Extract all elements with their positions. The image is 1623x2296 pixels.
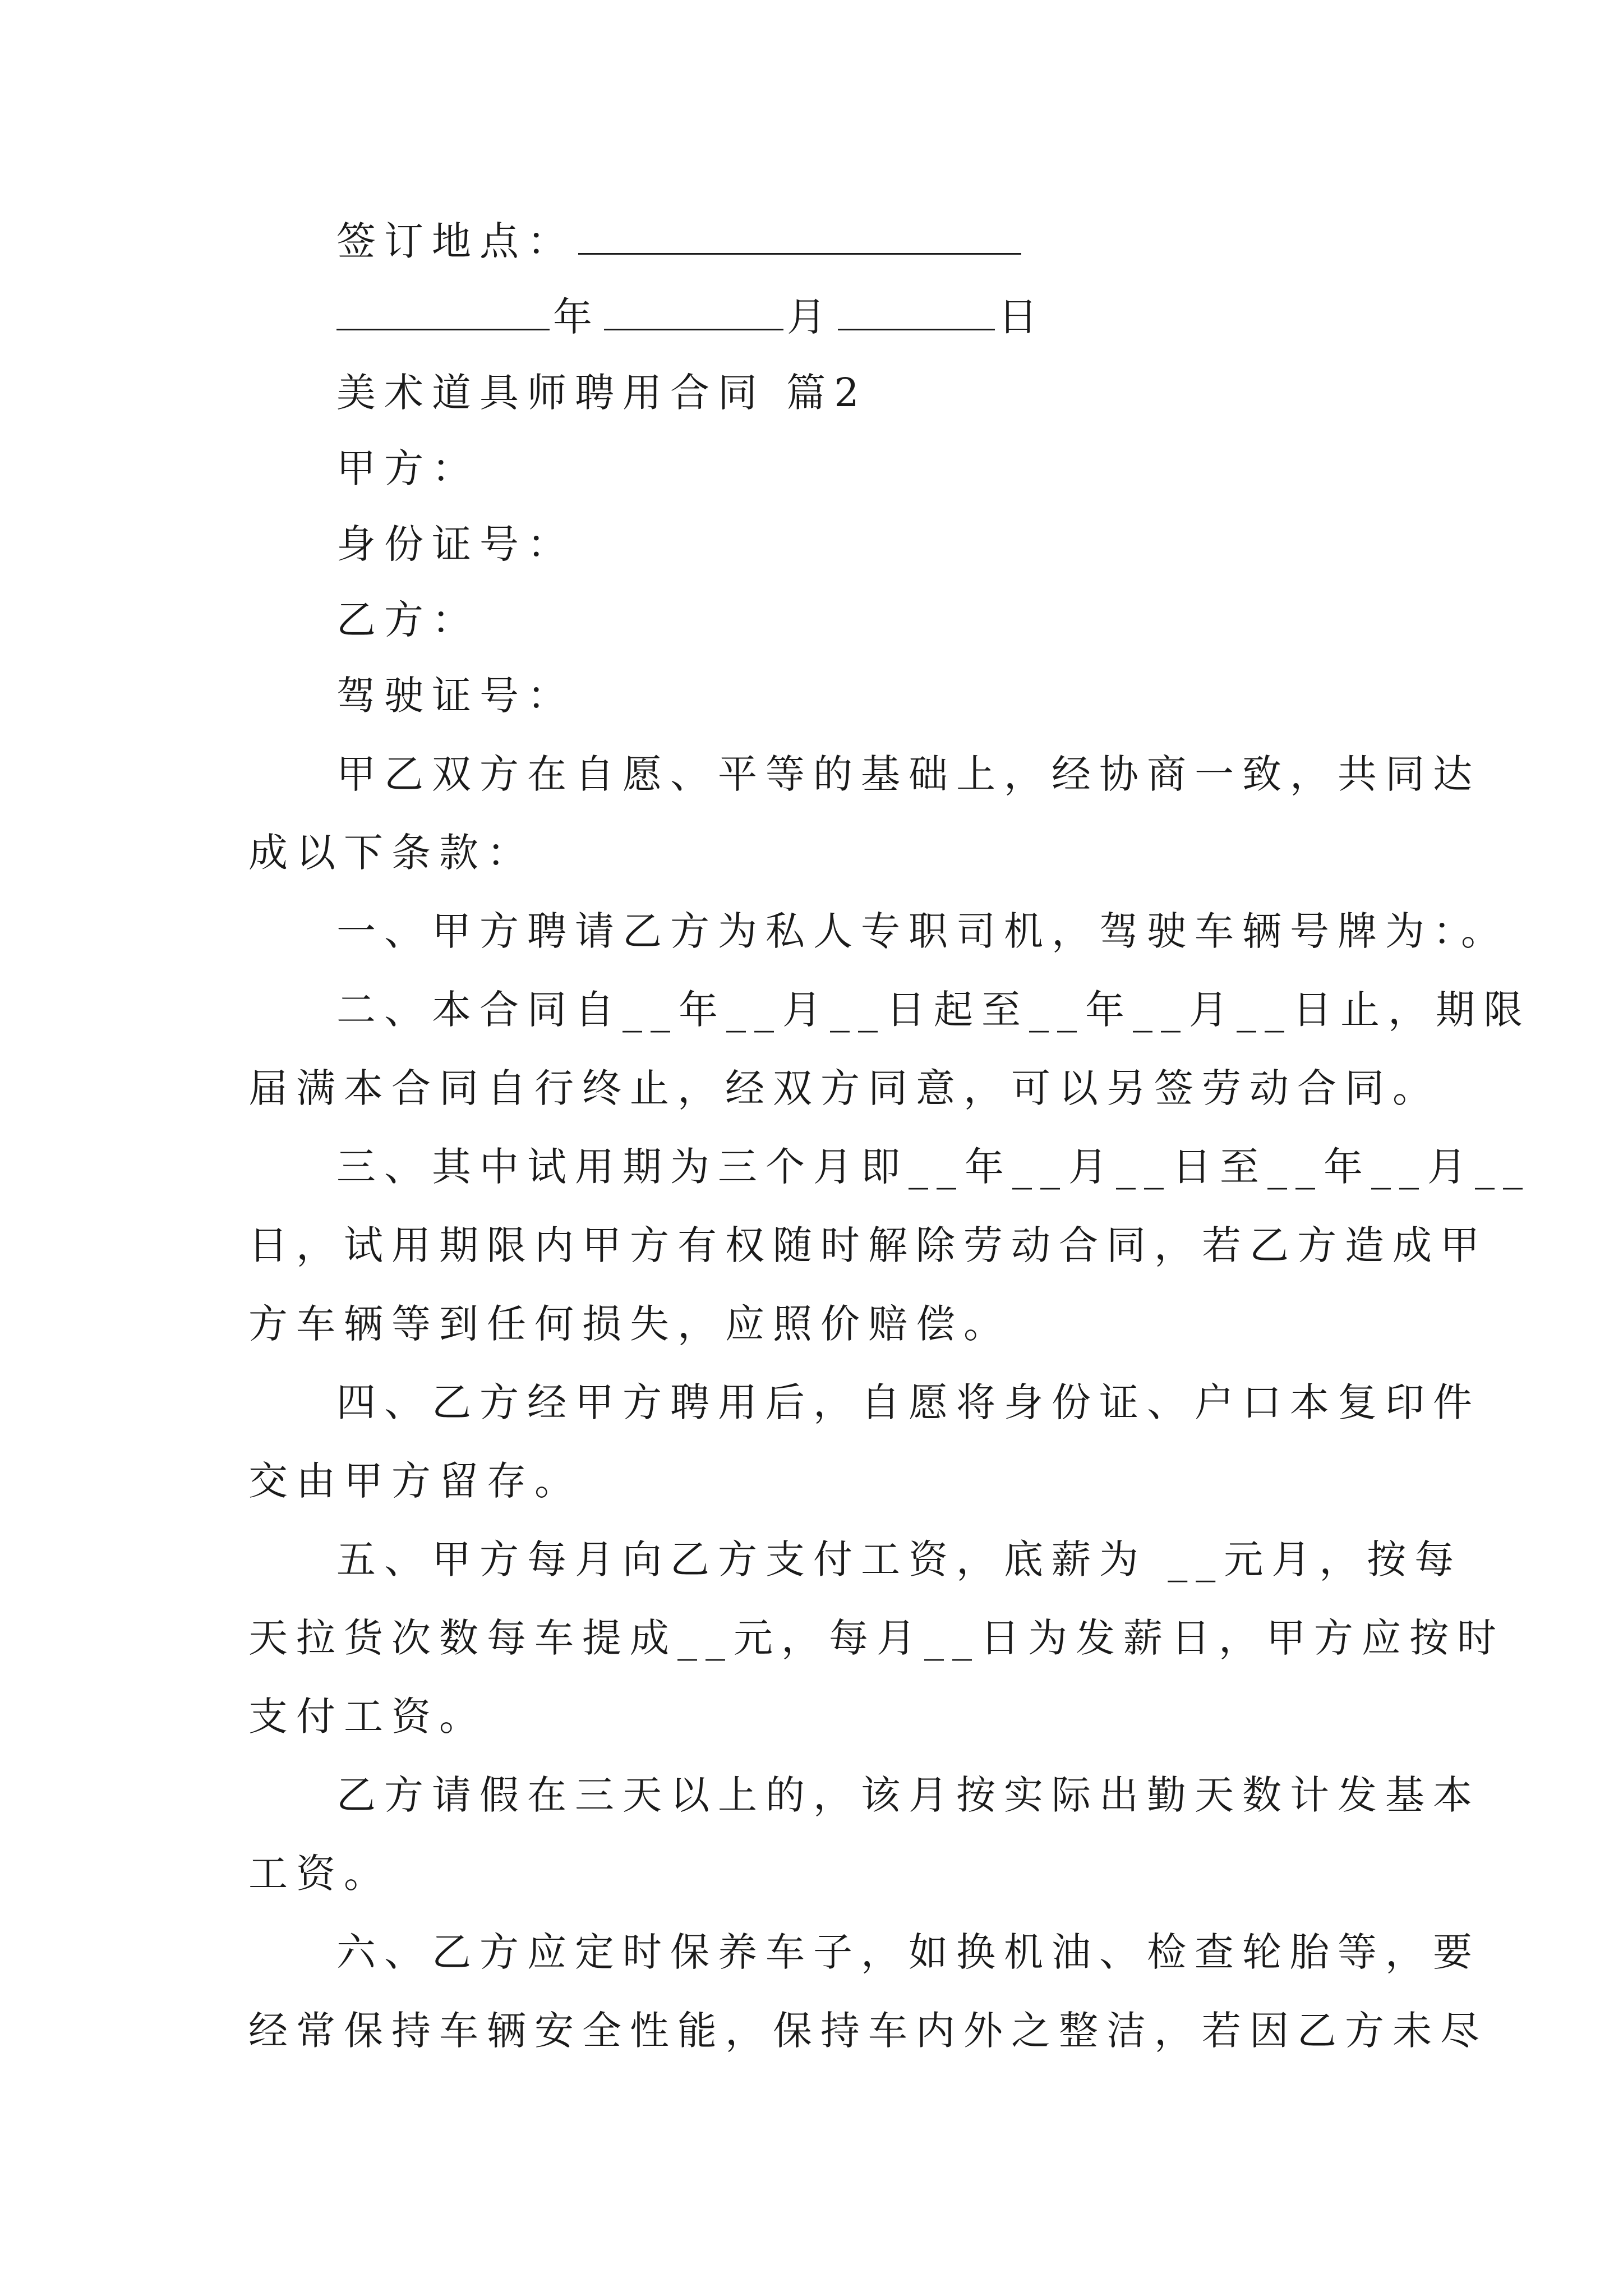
body-line: 成以下条款： xyxy=(248,830,534,876)
body-line: 甲乙双方在自愿、平等的基础上，经协商一致，共同达 xyxy=(336,751,1481,797)
body-line: 方车辆等到任何损失，应照价赔偿。 xyxy=(248,1301,1011,1347)
day-blank xyxy=(838,323,995,330)
month-label: 月 xyxy=(787,294,834,340)
signing-place-label: 签订地点： xyxy=(336,218,575,264)
year-blank xyxy=(336,323,550,330)
body-line: 五、甲方每月向乙方支付工资，底薪为 __元月，按每 xyxy=(336,1536,1463,1582)
month-blank xyxy=(604,323,783,330)
body-line: 二、本合同自__年__月__日起至__年__月__日止，期限 xyxy=(336,987,1531,1033)
body-line: 日，试用期限内甲方有权随时解除劳动合同，若乙方造成甲 xyxy=(248,1222,1488,1268)
body-line: 天拉货次数每车提成__元，每月__日为发薪日，甲方应按时 xyxy=(248,1615,1505,1661)
body-line: 支付工资。 xyxy=(248,1694,487,1740)
party-b-field: 乙方： xyxy=(336,597,479,643)
license-number-field: 驾驶证号： xyxy=(336,673,575,719)
body-line: 乙方请假在三天以上的，该月按实际出勤天数计发基本 xyxy=(336,1772,1481,1818)
body-line: 一、甲方聘请乙方为私人专职司机，驾驶车辆号牌为：。 xyxy=(336,908,1509,954)
signing-place-line xyxy=(336,218,1025,264)
body-line: 交由甲方留存。 xyxy=(248,1458,582,1504)
body-line: 六、乙方应定时保养车子，如换机油、检查轮胎等，要 xyxy=(336,1929,1481,1975)
party-a-field: 甲方： xyxy=(336,445,479,491)
body-line: 届满本合同自行终止，经双方同意，可以另签劳动合同。 xyxy=(248,1065,1440,1111)
body-line: 四、乙方经甲方聘用后，自愿将身份证、户口本复印件 xyxy=(336,1379,1481,1425)
day-label: 日 xyxy=(998,294,1046,340)
signing-date-line xyxy=(336,294,1046,340)
contract-title: 美术道具师聘用合同 篇2 xyxy=(336,370,868,416)
body-line: 经常保持车辆安全性能，保持车内外之整洁，若因乙方未尽 xyxy=(248,2008,1488,2054)
body-line: 三、其中试用期为三个月即__年__月__日至__年__月__ xyxy=(336,1144,1531,1190)
body-line: 工资。 xyxy=(248,1851,391,1897)
id-number-field: 身份证号： xyxy=(336,521,575,567)
signing-place-blank xyxy=(578,247,1021,255)
year-label: 年 xyxy=(553,294,601,340)
